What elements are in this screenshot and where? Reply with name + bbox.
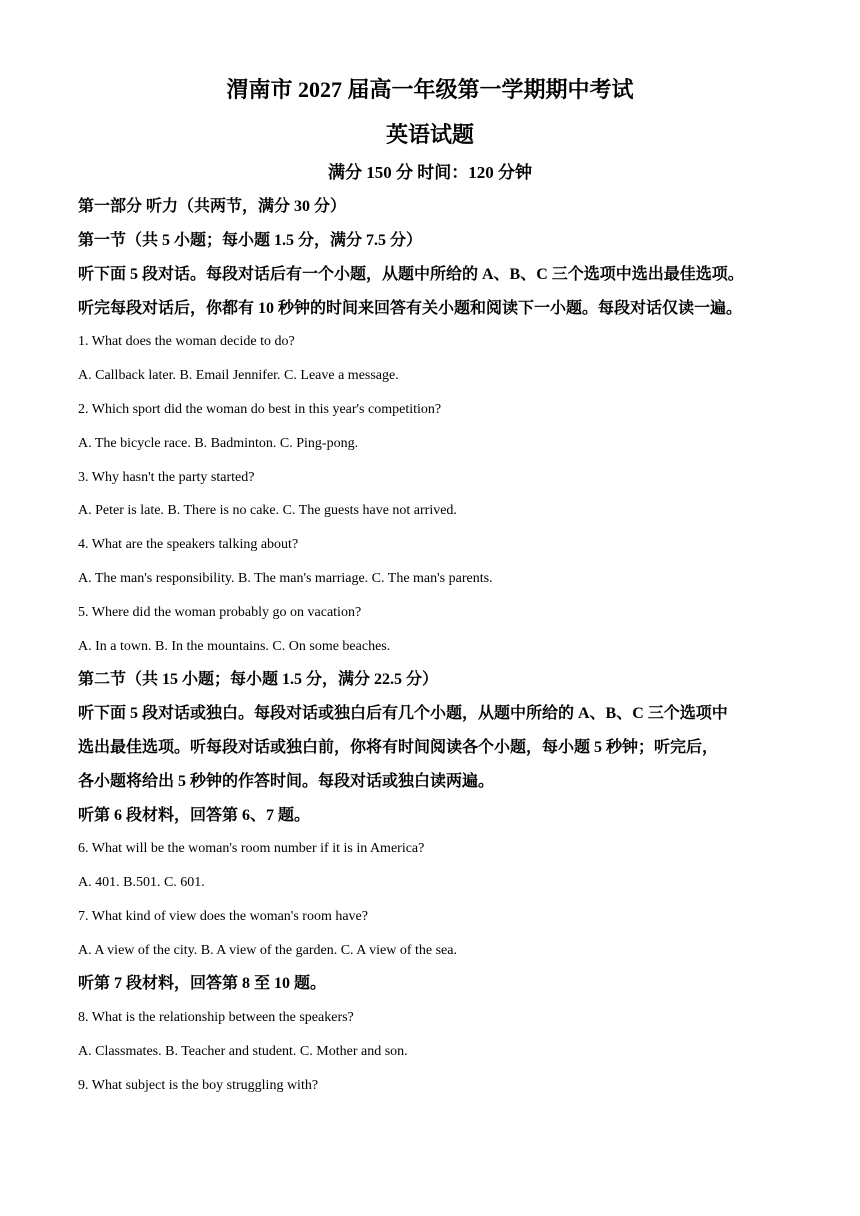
exam-meta: 满分 150 分 时间：120 分钟 [328,163,532,182]
question-options: A. Classmates. B. Teacher and student. C. Mother and son. [78,1044,408,1059]
section2-heading: 第二节（共 15 小题；每小题 1.5 分，满分 22.5 分） [78,671,439,688]
question-text: 5. Where did the woman probably go on vacation? [78,605,362,620]
material-heading: 听第 6 段材料，回答第 6、7 题。 [78,807,311,824]
question-options: A. Callback later. B. Email Jennifer. C. Leave a message. [78,368,399,383]
section1-heading: 第一节（共 5 小题；每小题 1.5 分，满分 7.5 分） [78,232,423,249]
question-text: 2. Which sport did the woman do best in this year's competition? [78,402,442,417]
question-text: 1. What does the woman decide to do? [78,334,295,349]
section2-instruction-line: 选出最佳选项。听每段对话或独白前，你将有时间阅读各个小题，每小题 5 秒钟；听完后， [78,739,719,756]
question-options: A. A view of the city. B. A view of the garden. C. A view of the sea. [78,943,457,958]
question-text: 6. What will be the woman's room number if it is in America? [78,841,425,856]
question-options: A. In a town. B. In the mountains. C. On some beaches. [78,639,391,654]
question-options: A. The bicycle race. B. Badminton. C. Ping-pong. [78,436,359,451]
part1-heading: 第一部分 听力（共两节，满分 30 分） [78,198,347,215]
question-text: 4. What are the speakers talking about? [78,537,299,552]
question-text: 9. What subject is the boy struggling with? [78,1078,319,1093]
question-options: A. 401. B.501. C. 601. [78,875,205,890]
question-text: 7. What kind of view does the woman's room have? [78,909,368,924]
subject-title: 英语试题 [385,122,474,147]
exam-title: 渭南市 2027 届高一年级第一学期期中考试 [226,77,634,102]
question-options: A. Peter is late. B. There is no cake. C. The guests have not arrived. [78,503,457,518]
section2-instruction-line: 各小题将给出 5 秒钟的作答时间。每段对话或独白读两遍。 [78,773,495,790]
question-text: 3. Why hasn't the party started? [78,470,255,485]
section2-instruction-line: 听下面 5 段对话或独白。每段对话或独白后有几个小题，从题中所给的 A、B、C 三个选项中 [78,705,728,722]
section1-instruction-line: 听完每段对话后，你都有 10 秒钟的时间来回答有关小题和阅读下一小题。每段对话仅读一遍。 [78,300,743,317]
material-heading: 听第 7 段材料，回答第 8 至 10 题。 [78,975,327,992]
question-options: A. The man's responsibility. B. The man's marriage. C. The man's parents. [78,571,493,586]
question-text: 8. What is the relationship between the speakers? [78,1010,354,1025]
section1-instruction-line: 听下面 5 段对话。每段对话后有一个小题，从题中所给的 A、B、C 三个选项中选出最佳选项。 [78,266,744,283]
